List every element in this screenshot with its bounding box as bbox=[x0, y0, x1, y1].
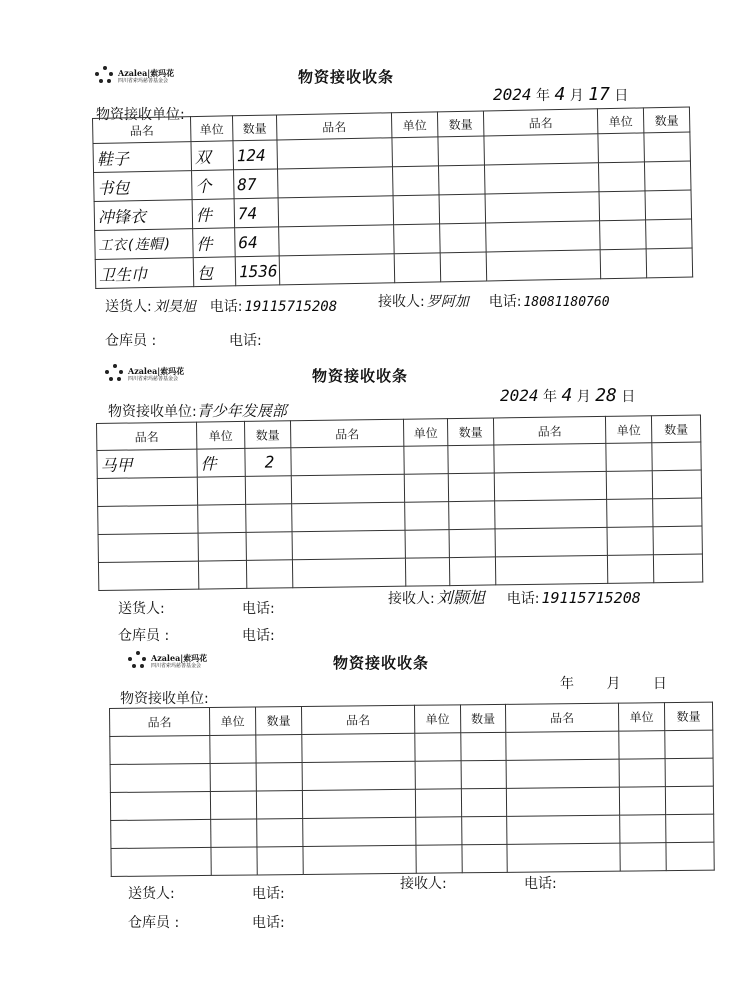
header-item-name: 品名 bbox=[301, 705, 414, 734]
header-unit: 单位 bbox=[414, 705, 460, 733]
receiver-signature: 罗阿加 bbox=[426, 294, 469, 310]
receiving-unit-label: 物资接收单位: bbox=[96, 107, 185, 123]
cell-empty bbox=[211, 847, 257, 875]
cell-empty bbox=[303, 817, 416, 846]
date-month: 4 bbox=[561, 385, 573, 406]
cell-unit: 件 bbox=[193, 228, 236, 258]
cell-empty bbox=[665, 730, 713, 759]
date-month-label: 月 bbox=[576, 389, 591, 405]
slip-date bbox=[560, 673, 667, 693]
cell-empty bbox=[507, 815, 620, 844]
cell-empty bbox=[302, 761, 415, 790]
cell-item-name: 冲锋衣 bbox=[94, 200, 193, 231]
date-day-label: 日 bbox=[614, 88, 629, 104]
receiver-phone: 19115715208 bbox=[541, 589, 641, 607]
sender-phone-label: 电话: bbox=[252, 886, 285, 902]
sender-phone-label: 电话: bbox=[242, 601, 275, 617]
header-unit: 单位 bbox=[391, 112, 437, 138]
cell-empty bbox=[665, 786, 713, 815]
cell-quantity: 74 bbox=[234, 198, 279, 228]
cell-empty bbox=[110, 735, 210, 764]
header-item-name: 品名 bbox=[97, 422, 197, 450]
header-item-name: 品名 bbox=[483, 109, 597, 136]
azalea-flower-icon bbox=[128, 651, 148, 671]
receiving-unit bbox=[120, 688, 209, 708]
cell-empty bbox=[302, 733, 415, 762]
cell-empty bbox=[415, 761, 461, 789]
brand-name: Azalea|索玛花 bbox=[128, 365, 185, 376]
cell-quantity: 124 bbox=[233, 140, 278, 170]
cell-empty bbox=[211, 819, 257, 847]
brand-logo bbox=[128, 651, 207, 671]
receiver-phone-label: 电话: bbox=[506, 591, 540, 607]
cell-empty bbox=[416, 817, 462, 845]
cell-unit: 包 bbox=[193, 257, 236, 287]
header-unit: 单位 bbox=[618, 703, 664, 731]
date-month: 4 bbox=[554, 84, 566, 105]
warehouse-phone-label: 电话: bbox=[242, 628, 275, 644]
cell-empty bbox=[666, 842, 714, 871]
date-year: 2024 bbox=[500, 386, 539, 405]
header-unit: 单位 bbox=[196, 421, 244, 449]
cell-empty bbox=[110, 791, 210, 820]
receiving-unit-label: 物资接收单位: bbox=[120, 691, 209, 707]
cell-item-name: 卫生巾 bbox=[95, 258, 194, 289]
cell-empty bbox=[462, 816, 507, 844]
date-year-label: 年 bbox=[560, 676, 574, 692]
cell-empty bbox=[620, 815, 666, 843]
cell-unit: 件 bbox=[192, 199, 235, 229]
header-quantity: 数量 bbox=[244, 421, 290, 449]
cell-empty bbox=[506, 731, 619, 760]
header-item-name: 品名 bbox=[290, 419, 403, 448]
warehouse-phone-label: 电话: bbox=[229, 333, 262, 349]
cell-empty bbox=[210, 791, 256, 819]
cell-empty bbox=[257, 846, 303, 874]
header-item-name: 品名 bbox=[505, 703, 618, 732]
warehouse-label: 仓库员 : bbox=[118, 628, 170, 644]
brand-name: Azalea|索玛花 bbox=[118, 67, 175, 78]
cell-empty bbox=[111, 819, 211, 848]
cell-empty bbox=[462, 844, 507, 872]
cell-empty bbox=[210, 735, 256, 763]
receiver-label: 接收人: bbox=[400, 876, 447, 892]
brand-subtitle: 四川省索玛慈善基金会 bbox=[151, 662, 202, 669]
sender-signature: 刘昊旭 bbox=[153, 299, 196, 315]
header-unit: 单位 bbox=[190, 116, 232, 142]
cell-quantity: 64 bbox=[235, 227, 280, 257]
cell-empty bbox=[210, 763, 256, 791]
cell-empty bbox=[461, 732, 506, 760]
header-unit: 单位 bbox=[403, 419, 447, 447]
header-item-name: 品名 bbox=[93, 117, 191, 144]
receiver-phone: 18081180760 bbox=[523, 295, 610, 310]
cell-empty bbox=[619, 787, 665, 815]
cell-unit: 双 bbox=[191, 141, 234, 171]
date-day: 17 bbox=[588, 84, 610, 105]
receiver-signature: 刘颢旭 bbox=[436, 588, 485, 607]
header-quantity: 数量 bbox=[437, 111, 483, 137]
warehouse-row bbox=[128, 912, 285, 932]
header-quantity: 数量 bbox=[255, 706, 301, 734]
warehouse-label: 仓库员 : bbox=[105, 333, 157, 349]
cell-unit: 件 bbox=[197, 448, 245, 477]
cell-empty bbox=[302, 789, 415, 818]
cell-empty bbox=[507, 843, 620, 872]
header-quantity: 数量 bbox=[664, 702, 712, 731]
date-month-label: 月 bbox=[569, 88, 584, 104]
cell-item-name: 工衣(连帽) bbox=[95, 229, 194, 260]
date-year-label: 年 bbox=[535, 88, 550, 104]
cell-empty bbox=[256, 762, 302, 790]
cell-empty bbox=[666, 814, 714, 843]
cell-empty bbox=[461, 788, 506, 816]
cell-item-name: 书包 bbox=[94, 171, 193, 202]
items-table bbox=[109, 702, 715, 877]
sender-row bbox=[128, 883, 285, 903]
cell-empty bbox=[619, 731, 665, 759]
header-quantity: 数量 bbox=[651, 415, 700, 443]
date-year-label: 年 bbox=[542, 389, 557, 405]
brand-subtitle: 四川省索玛慈善基金会 bbox=[118, 77, 169, 84]
header-unit: 单位 bbox=[605, 416, 651, 444]
slip-title: 物资接收收条 bbox=[333, 654, 430, 672]
receiving-unit-label: 物资接收单位: bbox=[108, 404, 197, 420]
sender-label: 送货人: bbox=[105, 299, 152, 315]
date-year: 2024 bbox=[493, 85, 532, 104]
cell-empty bbox=[303, 845, 416, 874]
sender-phone: 19115715208 bbox=[244, 299, 338, 315]
date-day: 28 bbox=[595, 385, 617, 406]
cell-quantity: 1536 bbox=[235, 256, 280, 286]
slip-title: 物资接收收条 bbox=[312, 367, 409, 385]
cell-empty bbox=[416, 845, 462, 873]
header-quantity: 数量 bbox=[447, 418, 493, 446]
receiving-unit-value: 青少年发展部 bbox=[196, 402, 287, 420]
receiver-label: 接收人: bbox=[378, 294, 425, 310]
cell-item-name: 鞋子 bbox=[93, 142, 192, 173]
header-item-name: 品名 bbox=[493, 416, 605, 445]
cell-unit: 个 bbox=[192, 170, 235, 200]
warehouse-label: 仓库员 : bbox=[128, 915, 180, 931]
sender-label: 送货人: bbox=[118, 601, 165, 617]
receiver-phone-label: 电话: bbox=[524, 876, 557, 892]
sender-phone-label: 电话: bbox=[209, 299, 243, 315]
cell-empty bbox=[256, 790, 302, 818]
header-quantity: 数量 bbox=[460, 704, 505, 732]
cell-empty bbox=[256, 734, 302, 762]
table-row bbox=[111, 842, 714, 876]
header-item-name: 品名 bbox=[110, 707, 210, 736]
date-day-label: 日 bbox=[621, 389, 636, 405]
header-quantity: 数量 bbox=[232, 115, 276, 141]
cell-empty bbox=[619, 759, 665, 787]
date-month-label: 月 bbox=[606, 676, 621, 692]
brand-name: Azalea|索玛花 bbox=[151, 652, 208, 663]
cell-empty bbox=[665, 758, 713, 787]
slip-title: 物资接收收条 bbox=[298, 68, 395, 86]
cell-empty bbox=[620, 843, 666, 871]
cell-quantity: 87 bbox=[234, 169, 279, 199]
receiver-label: 接收人: bbox=[388, 591, 435, 607]
cell-empty bbox=[415, 789, 461, 817]
receiver-row bbox=[400, 873, 557, 893]
sender-label: 送货人: bbox=[128, 886, 175, 902]
cell-item-name: 马甲 bbox=[97, 449, 197, 478]
cell-quantity: 2 bbox=[245, 448, 291, 477]
warehouse-phone-label: 电话: bbox=[252, 915, 285, 931]
cell-empty bbox=[461, 760, 506, 788]
header-unit: 单位 bbox=[209, 707, 255, 735]
cell-empty bbox=[110, 763, 210, 792]
brand-subtitle: 四川省索玛慈善基金会 bbox=[128, 375, 179, 382]
date-day-label: 日 bbox=[652, 676, 667, 692]
cell-empty bbox=[506, 787, 619, 816]
header-item-name: 品名 bbox=[276, 113, 391, 140]
header-unit: 单位 bbox=[597, 108, 643, 134]
cell-empty bbox=[111, 847, 211, 876]
cell-empty bbox=[415, 733, 461, 761]
receiver-phone-label: 电话: bbox=[488, 294, 522, 310]
header-quantity: 数量 bbox=[643, 107, 689, 133]
cell-empty bbox=[257, 818, 303, 846]
cell-empty bbox=[506, 759, 619, 788]
